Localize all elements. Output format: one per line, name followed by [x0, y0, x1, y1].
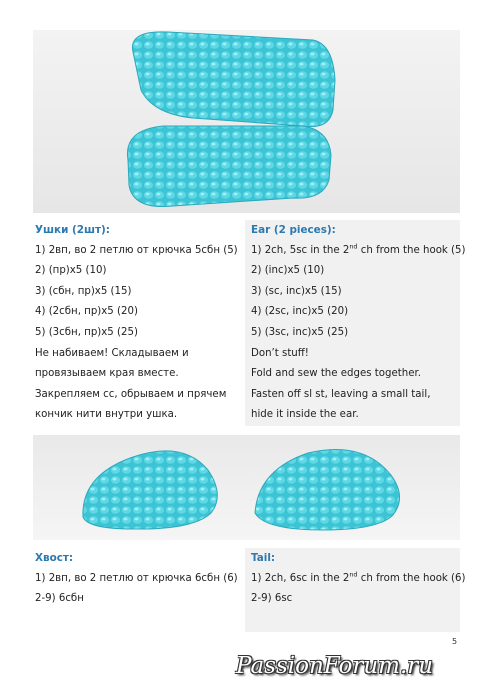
- ears-en-line: Fasten off sl st, leaving a small tail,: [251, 388, 431, 400]
- tail-en-line-1-end: ch from the hook (6): [357, 572, 466, 584]
- tail-ru-line: 1) 2вп, во 2 петлю от крючка 6сбн (6): [35, 572, 238, 584]
- ears-ru-line: 4) (2сбн, пр)х5 (20): [35, 306, 138, 318]
- ears-photo: [33, 30, 460, 213]
- ears-ru-line: Закрепляем сс, обрываем и прячем: [35, 388, 227, 400]
- ears-ru-line: провязываем края вместе.: [35, 368, 179, 380]
- tail-en-heading: Tail:: [251, 552, 276, 564]
- tail-en-line-1: [251, 569, 466, 590]
- ears-ru-line: Не набиваем! Складываем и: [35, 347, 189, 359]
- ears-ru-heading: Ушки (2шт):: [35, 224, 110, 236]
- ears-en-line: 5) (3sc, inc)x5 (25): [251, 326, 349, 338]
- ears-photo-drawing: [33, 30, 460, 213]
- ordinal-suffix: nd: [349, 570, 358, 579]
- ordinal-suffix: nd: [349, 242, 358, 251]
- ears-ru-line: кончик нити внутри ушка.: [35, 409, 178, 421]
- ears-ru-line: 5) (3сбн, пр)х5 (25): [35, 326, 138, 338]
- tail-photo-drawing: [33, 435, 460, 540]
- ears-ru-line: 2) (пр)х5 (10): [35, 265, 107, 277]
- ears-en-line: 2) (inc)x5 (10): [251, 265, 325, 277]
- tail-en-column: [245, 548, 466, 632]
- ears-en-line-1-end: ch from the hook (5): [357, 244, 466, 256]
- ears-ru-column: [33, 220, 248, 426]
- ears-en-line: Fold and sew the edges together.: [251, 368, 421, 380]
- page-number: 5: [452, 637, 458, 646]
- tail-photo: [33, 435, 460, 540]
- ears-ru-line: 1) 2вп, во 2 петлю от крючка 5сбн (5): [35, 244, 238, 256]
- ears-en-line: 3) (sc, inc)x5 (15): [251, 285, 342, 297]
- ears-ru-line: 3) (сбн, пр)х5 (15): [35, 285, 132, 297]
- ears-en-column: [245, 220, 466, 426]
- tail-en-line-1-start: 1) 2ch, 6sc in the 2: [251, 572, 350, 584]
- ears-en-line-1-start: 1) 2ch, 5sc in the 2: [251, 244, 350, 256]
- ears-en-line: Don’t stuff!: [251, 347, 309, 359]
- site-watermark: PassionForum.ru: [236, 653, 434, 679]
- ears-en-line: 4) (2sc, inc)x5 (20): [251, 306, 349, 318]
- tail-en-line: 2-9) 6sc: [251, 593, 293, 605]
- tail-ru-line: 2-9) 6сбн: [35, 593, 84, 605]
- tail-ru-heading: Хвост:: [35, 552, 74, 564]
- tail-ru-column: [33, 548, 248, 632]
- ears-en-line-1: [251, 241, 466, 262]
- ears-en-heading: Ear (2 pieces):: [251, 224, 336, 236]
- ears-en-line: hide it inside the ear.: [251, 409, 359, 421]
